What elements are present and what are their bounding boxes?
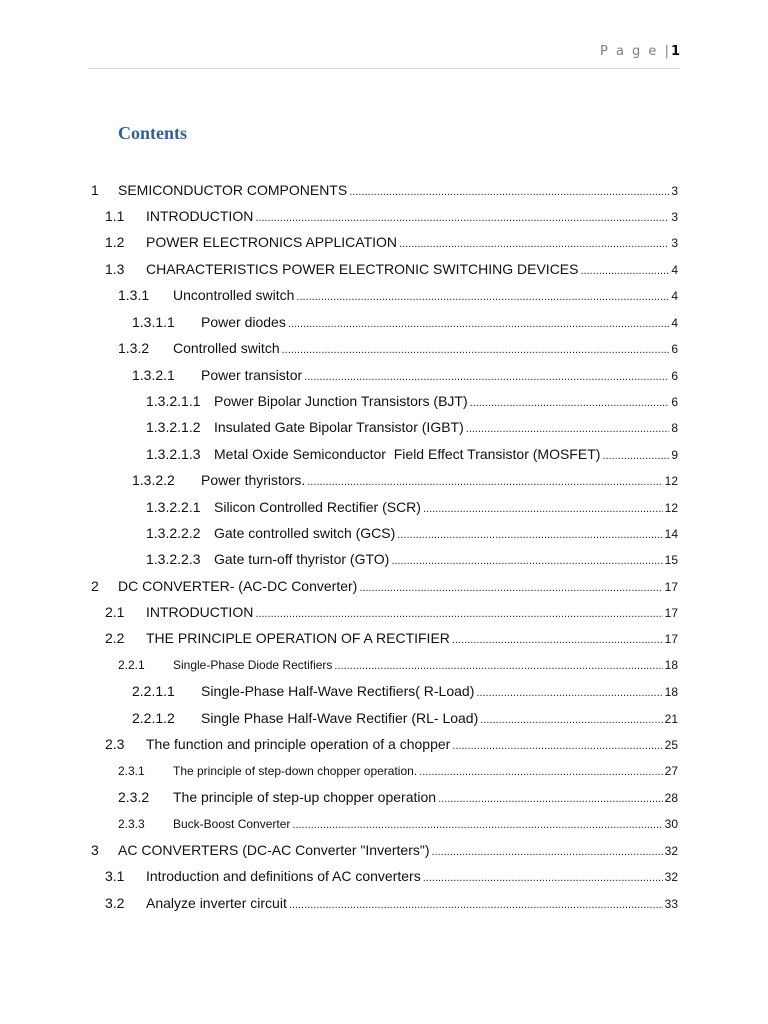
toc-entry-title: Single-Phase Half-Wave Rectifiers( R-Load) xyxy=(201,683,475,699)
toc-entry[interactable] xyxy=(118,787,678,807)
toc-leader-dots xyxy=(296,287,669,307)
toc-entry[interactable] xyxy=(118,655,678,675)
toc-entry-page: 3 xyxy=(671,210,678,224)
toc-entry-number: 1.2 xyxy=(105,234,125,250)
toc-entry-number: 2.3.1 xyxy=(118,764,145,778)
toc-entry-title: The function and principle operation of a chopper xyxy=(146,736,451,752)
toc-entry-number: 2 xyxy=(91,578,99,594)
toc-leader-dots xyxy=(419,762,662,782)
toc-entry-page: 30 xyxy=(664,817,678,831)
toc-entry-title: Buck-Boost Converter xyxy=(173,817,291,831)
toc-entry[interactable] xyxy=(146,444,678,464)
toc-entry-page: 3 xyxy=(671,236,678,250)
toc-title: Contents xyxy=(118,123,188,143)
toc-entry-page: 32 xyxy=(664,844,678,858)
toc-entry[interactable] xyxy=(132,708,678,728)
toc-leader-dots xyxy=(304,367,669,387)
toc-entry[interactable] xyxy=(105,628,678,648)
toc-entry-title: Power transistor xyxy=(201,367,303,383)
toc-entry-number: 3 xyxy=(91,842,99,858)
toc-entry-page: 21 xyxy=(664,712,678,726)
toc-entry-number: 2.1 xyxy=(105,604,125,620)
toc-entry-title: The principle of step-up chopper operation xyxy=(173,789,437,805)
toc-entry-number: 2.2 xyxy=(105,630,125,646)
toc-entry-title: INTRODUCTION xyxy=(146,208,254,224)
toc-leader-dots xyxy=(282,340,670,360)
toc-entry-number: 2.2.1.1 xyxy=(132,683,175,699)
toc-entry-page: 8 xyxy=(671,421,678,435)
toc-entry-title: Silicon Controlled Rectifier (SCR) xyxy=(214,499,421,515)
toc-leader-dots xyxy=(470,393,670,413)
toc-entry[interactable] xyxy=(146,549,678,569)
toc-entry-number: 1.3.2 xyxy=(118,340,150,356)
toc-entry[interactable] xyxy=(146,391,678,411)
toc-entry-page: 4 xyxy=(671,316,678,330)
toc-entry-page: 6 xyxy=(671,342,678,356)
toc-entry-number: 1.3.2.2.1 xyxy=(146,499,201,515)
toc-entry-page: 9 xyxy=(671,448,678,462)
toc-entry-title: Single Phase Half-Wave Rectifier (RL- Load) xyxy=(201,710,479,726)
toc-leader-dots xyxy=(438,789,663,809)
toc-entry-page: 12 xyxy=(664,474,678,488)
toc-entry-title: Uncontrolled switch xyxy=(173,287,295,303)
toc-entry[interactable] xyxy=(105,206,678,226)
toc-entry[interactable] xyxy=(91,180,678,200)
toc-entry-title: Analyze inverter circuit xyxy=(146,895,287,911)
toc-leader-dots xyxy=(399,234,669,254)
toc-entry-number: 3.2 xyxy=(105,895,125,911)
toc-entry-page: 17 xyxy=(664,606,678,620)
toc-entry-title: Gate turn-off thyristor (GTO) xyxy=(214,551,390,567)
toc-entry-title: Insulated Gate Bipolar Transistor (IGBT) xyxy=(214,419,464,435)
toc-entry-title: Power thyristors. xyxy=(201,472,306,488)
toc-entry[interactable] xyxy=(132,365,678,385)
toc-entry-title: Power Bipolar Junction Transistors (BJT) xyxy=(214,393,468,409)
toc-entry-title: Controlled switch xyxy=(173,340,280,356)
toc-entry-number: 1.3.1 xyxy=(118,287,150,303)
toc-entry-page: 15 xyxy=(664,553,678,567)
toc-entry-title: DC CONVERTER- (AC-DC Converter) xyxy=(118,578,358,594)
toc-entry-number: 1.3.2.2.3 xyxy=(146,551,201,567)
page-separator: | xyxy=(664,44,671,59)
toc-leader-dots xyxy=(255,604,662,624)
toc-entry-number: 1.3.2.1 xyxy=(132,367,175,383)
page-number: 1 xyxy=(670,44,680,59)
toc-leader-dots xyxy=(359,578,662,598)
toc-entry-page: 4 xyxy=(671,263,678,277)
toc-leader-dots xyxy=(602,446,669,466)
toc-entry-page: 17 xyxy=(664,632,678,646)
toc-entry-number: 2.3.3 xyxy=(118,817,145,831)
page-header xyxy=(88,44,680,69)
toc-leader-dots xyxy=(391,551,662,571)
toc-entry-title: Gate controlled switch (GCS) xyxy=(214,525,396,541)
toc-entry-title: Introduction and definitions of AC converters xyxy=(146,868,421,884)
toc-entry-title: Power diodes xyxy=(201,314,286,330)
toc-leader-dots xyxy=(288,314,669,334)
toc-entry-page: 32 xyxy=(664,870,678,884)
toc-entry-page: 6 xyxy=(671,395,678,409)
toc-leader-dots xyxy=(423,499,663,519)
toc-entry-page: 27 xyxy=(664,764,678,778)
toc-entry[interactable] xyxy=(146,497,678,517)
toc-entry-number: 3.1 xyxy=(105,868,125,884)
toc-entry[interactable] xyxy=(118,761,678,781)
toc-entry-page: 12 xyxy=(664,501,678,515)
toc-entry-title: AC CONVERTERS (DC-AC Converter "Inverters") xyxy=(118,842,430,858)
toc-leader-dots xyxy=(423,868,663,888)
toc-entry[interactable] xyxy=(91,576,678,596)
toc-leader-dots xyxy=(255,208,669,228)
toc-leader-dots xyxy=(292,815,662,835)
toc-entry-title: Metal Oxide Semiconductor Field Effect Transistor (MOSFET) xyxy=(214,446,601,462)
toc-entry-number: 1.3.2.1.1 xyxy=(146,393,201,409)
toc-entry-page: 18 xyxy=(664,658,678,672)
toc-entry[interactable] xyxy=(105,602,678,622)
toc-entry-title: INTRODUCTION xyxy=(146,604,254,620)
toc-entry-number: 1.1 xyxy=(105,208,125,224)
toc-entry-title: CHARACTERISTICS POWER ELECTRONIC SWITCHING DEVICES xyxy=(146,261,579,277)
toc-entry[interactable] xyxy=(118,285,678,305)
toc-entry-title: THE PRINCIPLE OPERATION OF A RECTIFIER xyxy=(146,630,450,646)
toc-leader-dots xyxy=(452,736,662,756)
toc-entry-number: 2.2.1.2 xyxy=(132,710,175,726)
toc-entry-page: 33 xyxy=(664,897,678,911)
toc-entry-title: Single-Phase Diode Rectifiers xyxy=(173,658,333,672)
toc-entry-title: The principle of step-down chopper operation. xyxy=(173,764,418,778)
toc-leader-dots xyxy=(349,182,669,202)
toc-entry[interactable] xyxy=(146,417,678,437)
toc-entry-number: 1.3.2.2 xyxy=(132,472,175,488)
toc-entry-number: 2.3 xyxy=(105,736,125,752)
toc-entry-page: 3 xyxy=(671,184,678,198)
toc-leader-dots xyxy=(289,895,663,915)
toc-entry-number: 1.3.2.2.2 xyxy=(146,525,201,541)
toc-entry-title: SEMICONDUCTOR COMPONENTS xyxy=(118,182,348,198)
toc-entry-page: 4 xyxy=(671,289,678,303)
toc-leader-dots xyxy=(334,656,662,676)
toc-entry[interactable] xyxy=(91,840,678,860)
toc-entry-page: 18 xyxy=(664,685,678,699)
toc-leader-dots xyxy=(432,842,663,862)
toc-leader-dots xyxy=(466,419,670,439)
toc-entry[interactable] xyxy=(105,893,678,913)
toc-entry-number: 2.3.2 xyxy=(118,789,150,805)
toc-entry[interactable] xyxy=(132,312,678,332)
toc-leader-dots xyxy=(580,261,669,281)
page-label: P a g e xyxy=(599,44,659,59)
toc-entry-number: 2.2.1 xyxy=(118,658,145,672)
toc-entry-number: 1.3.2.1.3 xyxy=(146,446,201,462)
toc-entry[interactable] xyxy=(146,523,678,543)
toc-entry-page: 6 xyxy=(671,369,678,383)
toc-entry-number: 1.3 xyxy=(105,261,125,277)
toc-entry-page: 14 xyxy=(664,527,678,541)
toc-entry[interactable] xyxy=(132,470,678,490)
toc-entry-number: 1.3.2.1.2 xyxy=(146,419,201,435)
toc-entry[interactable] xyxy=(118,814,678,834)
toc-entry-number: 1 xyxy=(91,182,99,198)
toc-entry-number: 1.3.1.1 xyxy=(132,314,175,330)
toc-entry[interactable] xyxy=(132,681,678,701)
toc-entry[interactable] xyxy=(118,338,678,358)
toc-entry[interactable] xyxy=(105,866,678,886)
toc-entry-title: POWER ELECTRONICS APPLICATION xyxy=(146,234,398,250)
toc-leader-dots xyxy=(397,525,662,545)
toc-leader-dots xyxy=(476,683,662,703)
toc-entry-page: 28 xyxy=(664,791,678,805)
toc-entry[interactable] xyxy=(105,734,678,754)
toc-leader-dots xyxy=(452,630,663,650)
toc-leader-dots xyxy=(307,472,662,492)
toc-entry-page: 25 xyxy=(664,738,678,752)
toc-entry-page: 17 xyxy=(664,580,678,594)
toc-leader-dots xyxy=(480,710,662,730)
toc-entry[interactable] xyxy=(105,259,678,279)
toc-entry[interactable] xyxy=(105,232,678,252)
